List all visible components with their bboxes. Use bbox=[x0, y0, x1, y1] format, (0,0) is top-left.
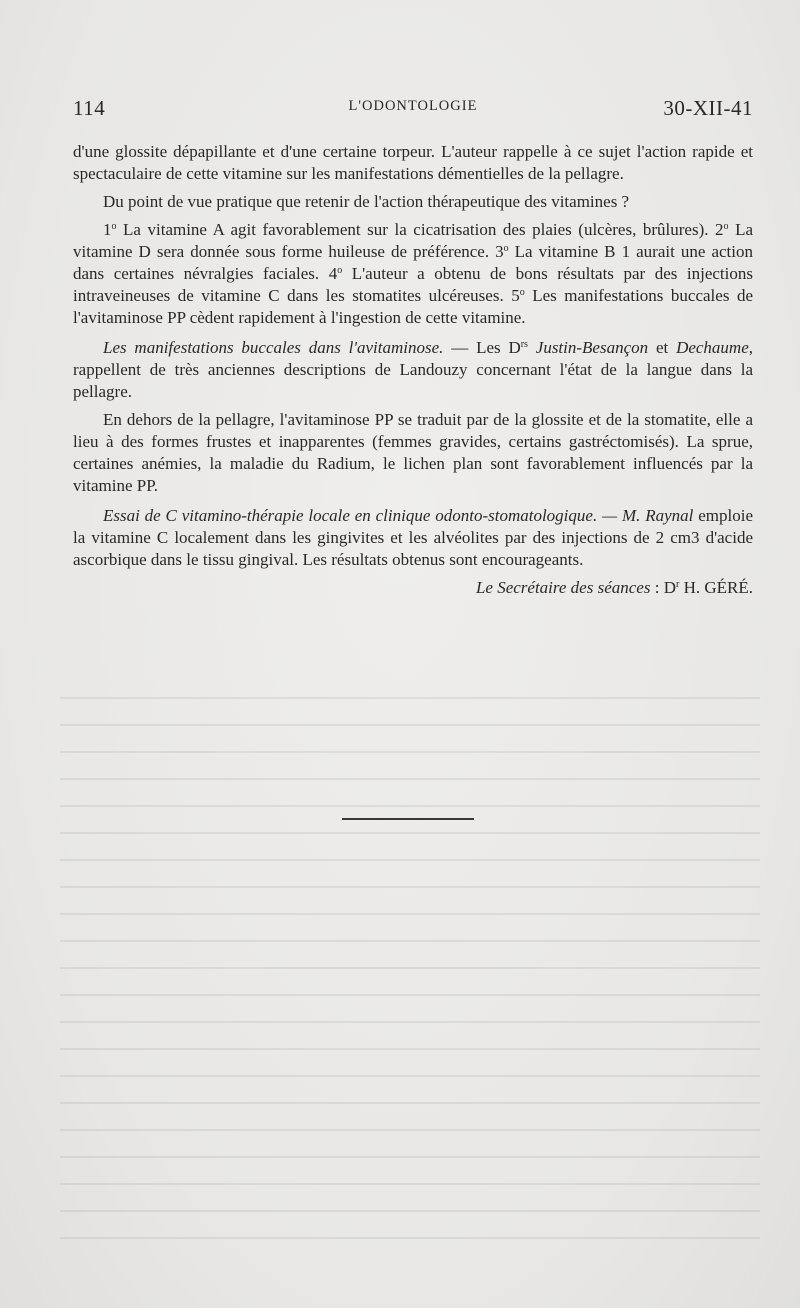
signature-doctor-sup: r bbox=[675, 579, 680, 590]
section-divider bbox=[342, 818, 474, 820]
signature-label: Le Secrétaire des séances bbox=[475, 578, 651, 597]
author-raynal: Raynal bbox=[645, 506, 694, 525]
section-title-avitaminose: Les manifestations buccales dans l'avitaminose. bbox=[103, 338, 444, 357]
author-justin-besancon: Justin-Besançon bbox=[527, 338, 649, 357]
doctor-abbrev: D bbox=[508, 338, 521, 357]
ordinal-mark: o bbox=[723, 221, 729, 232]
list-number-5: 5 bbox=[511, 286, 520, 305]
bleed-through-texture bbox=[60, 680, 760, 1240]
list-text-4: L'auteur a obtenu de bons résultats par des injections intraveineuses de vitamine C dans les stomatites ulcéreuses. bbox=[73, 264, 753, 305]
paragraph-rest: emploie la vitamine C localement dans les gingivites et les alvéolites par des injections de 2 cm3 d'acide ascorbique dans le tissu gingival. Les résultats obtenus sont encourageants. bbox=[73, 506, 753, 569]
paragraph-glossite: d'une glossite dépapillante et d'une certaine torpeur. L'auteur rappelle à ce sujet l'action rapide et spectaculaire de cette vitamine sur les manifestations démentielles de la pellagre. bbox=[73, 142, 753, 183]
ordinal-mark: o bbox=[519, 287, 525, 298]
list-text-1: La vitamine A agit favorablement sur la cicatrisation des plaies (ulcères, brûlures). bbox=[116, 220, 716, 239]
doctor-abbrev-sup: rs bbox=[520, 339, 528, 350]
list-number-2: 2 bbox=[715, 220, 724, 239]
ordinal-mark: o bbox=[111, 221, 117, 232]
ordinal-mark: o bbox=[337, 265, 343, 276]
signature bbox=[73, 577, 753, 599]
list-text-5: Les manifestations buccales de l'avitaminose PP cèdent rapidement à l'ingestion de cette vitamine. bbox=[73, 286, 753, 327]
conjunction: et bbox=[648, 338, 677, 357]
list-text-2: La vitamine D sera donnée sous forme huileuse de préférence. bbox=[73, 220, 753, 261]
signature-colon: : bbox=[650, 578, 664, 597]
dash-text: — Les bbox=[443, 338, 509, 357]
list-number-1: 1 bbox=[103, 220, 112, 239]
paragraph-rest: , rappellent de très anciennes descriptions de Landouzy concernant l'état de la langue dans la pellagre. bbox=[73, 338, 754, 401]
signature-name: H. GÉRÉ. bbox=[679, 578, 753, 597]
author-dechaume: Dechaume bbox=[676, 338, 749, 357]
ordinal-mark: o bbox=[503, 243, 509, 254]
signature-doctor-abbrev: D bbox=[663, 578, 676, 597]
article-text bbox=[73, 141, 753, 605]
journal-title: L'ODONTOLOGIE bbox=[348, 98, 478, 114]
paragraph-vitamino-therapie bbox=[73, 505, 753, 571]
paragraph-question: Du point de vue pratique que retenir de l'action thérapeutique des vitamines ? bbox=[103, 192, 630, 211]
paragraph-pellagre: En dehors de la pellagre, l'avitaminose PP se traduit par de la glossite et de la stomatite, elle a lieu à des formes frustes et inapparentes (femmes gravides, certains gastréctomisés). La sprue, certaines anémies, la maladie du Radium, le lichen plan sont favorablement influencés par la vitamine PP. bbox=[73, 410, 753, 495]
running-head bbox=[73, 96, 753, 122]
list-number-3: 3 bbox=[495, 242, 504, 261]
page-number: 114 bbox=[73, 96, 106, 120]
paragraph-vitamin-list bbox=[73, 219, 753, 329]
issue-date: 30-XII-41 bbox=[663, 96, 753, 120]
list-text-3: La vitamine B 1 aurait une action dans certaines névralgies faciales. bbox=[73, 242, 753, 283]
paragraph-buccal-manifestations bbox=[73, 337, 753, 403]
section-title-essai: Essai de C vitamino-thérapie locale en clinique odonto-stomatologique. — M. bbox=[103, 506, 646, 525]
list-number-4: 4 bbox=[328, 264, 338, 283]
